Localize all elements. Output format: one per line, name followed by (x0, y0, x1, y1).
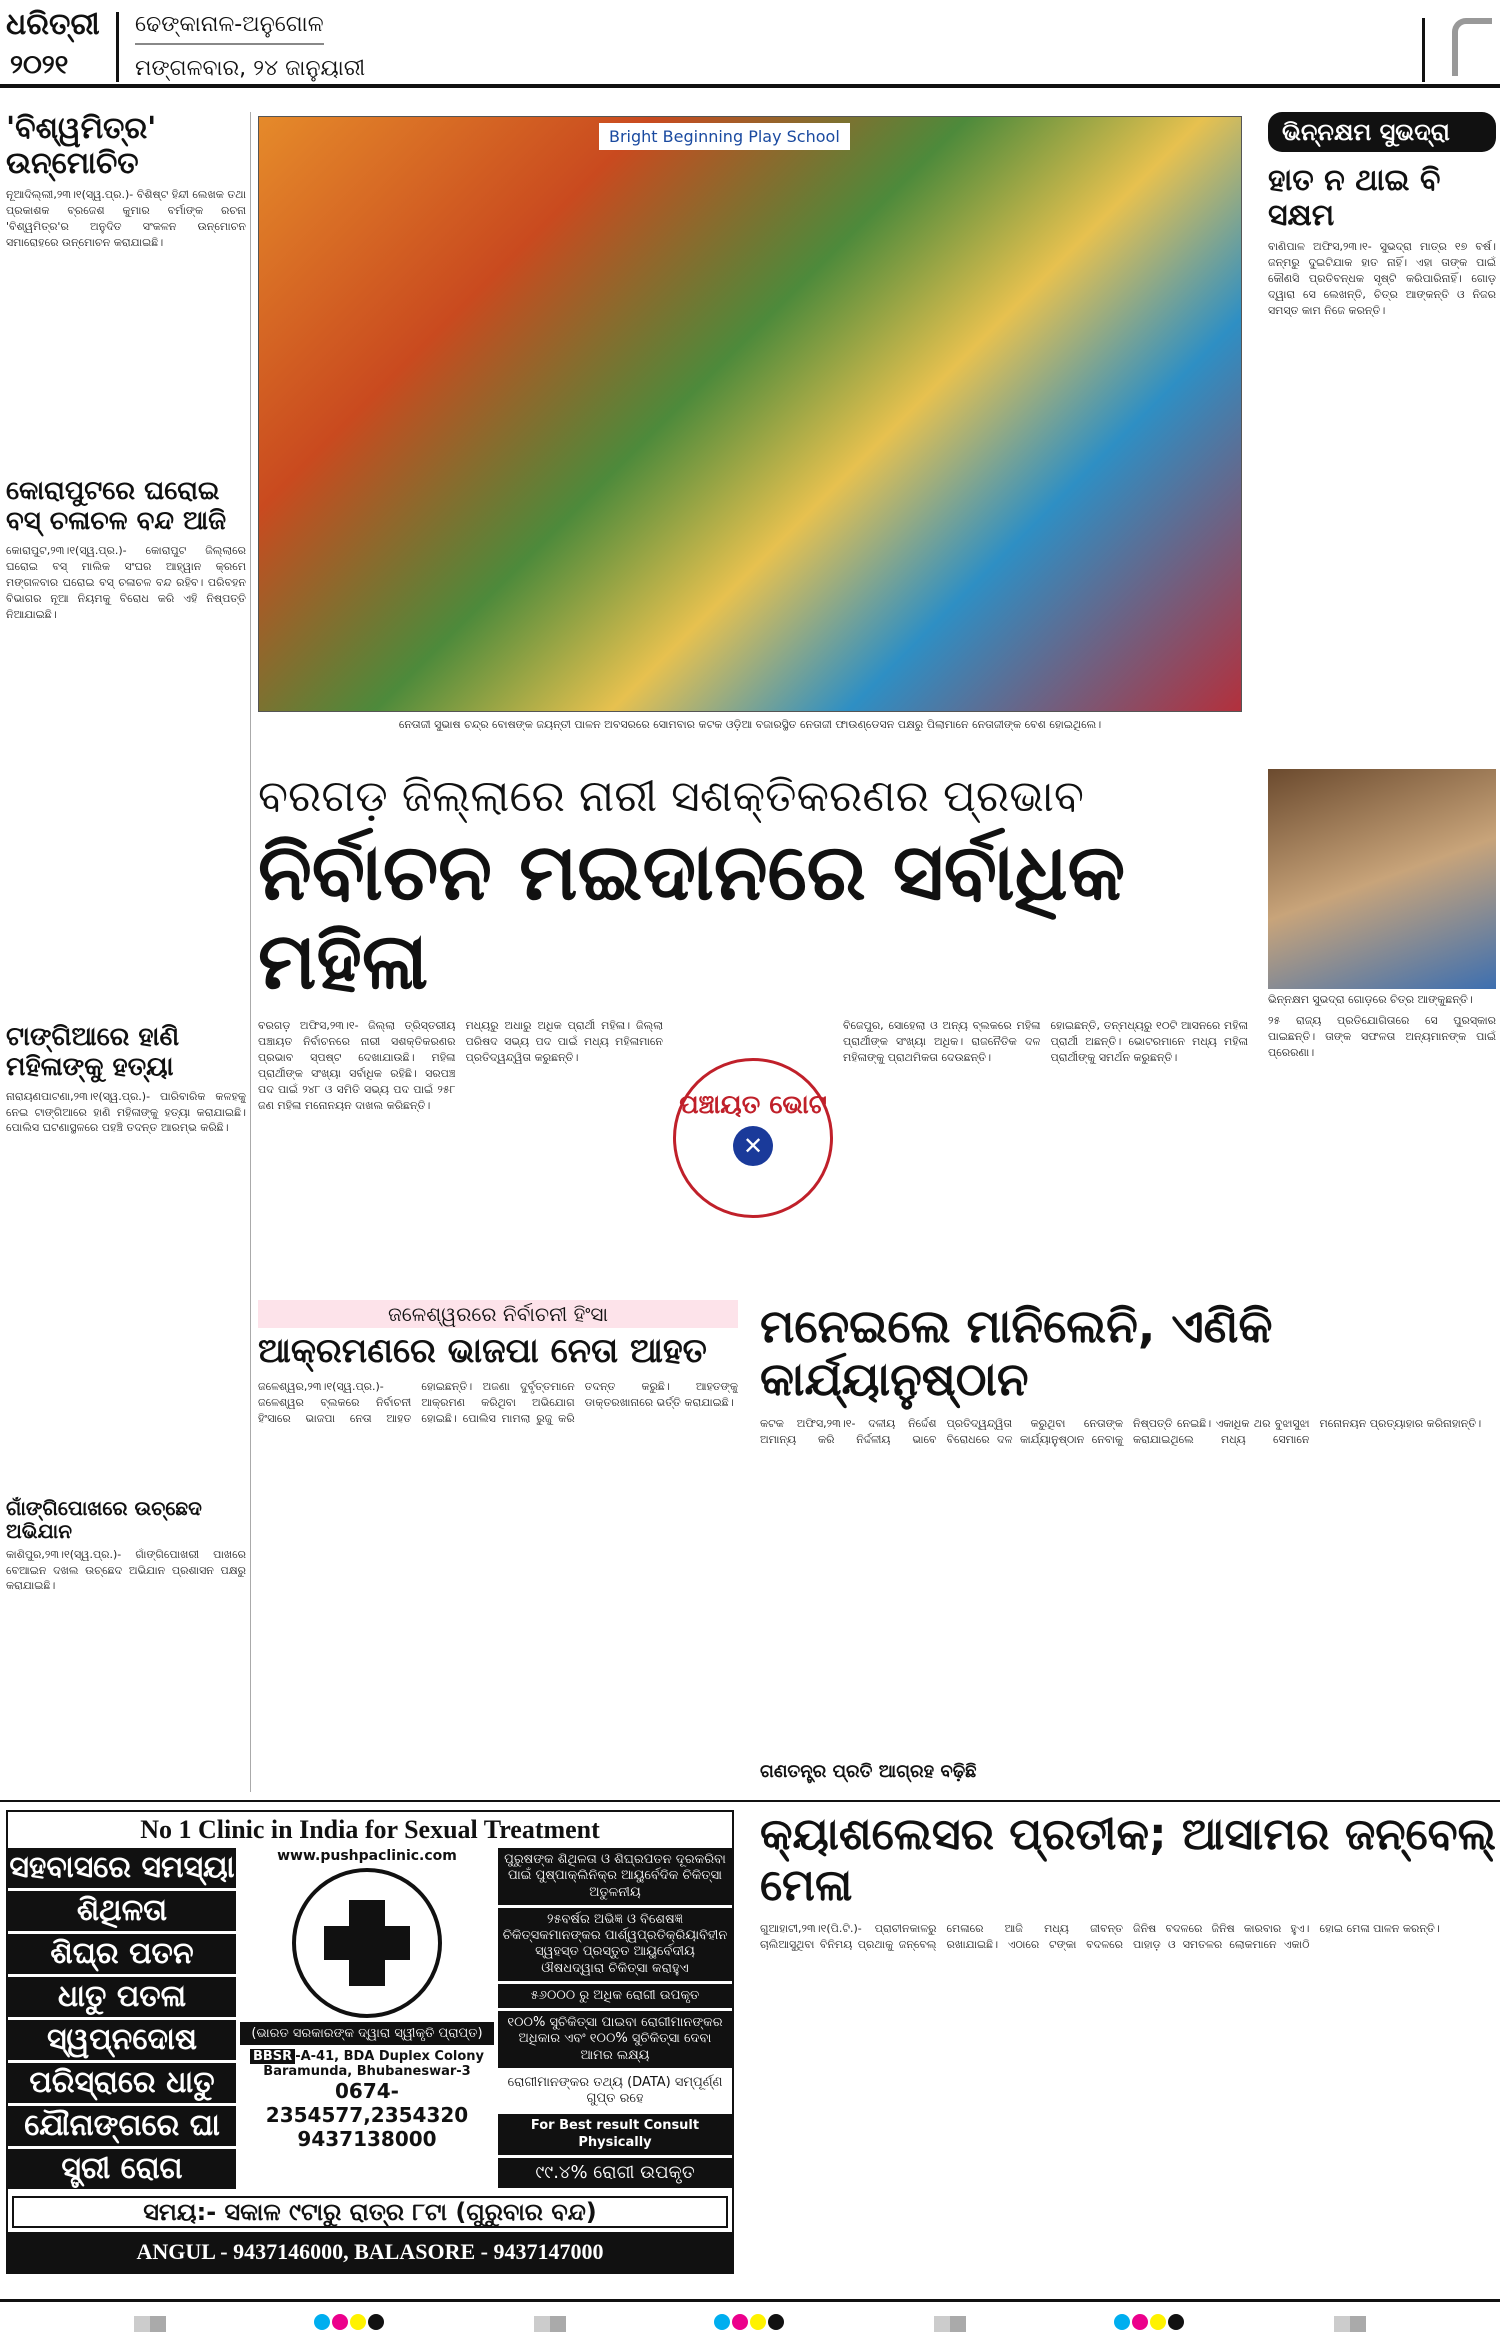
column-rule (250, 112, 251, 1792)
logo-text: ପଞ୍ଚାୟତ ଭୋଟ (679, 1089, 827, 1120)
article-body: କାଶିପୁର,୨୩।୧(ସ୍ୱ.ପ୍ର.)- ଗାଁଙ୍ଗିପୋଖରୀ ପାଖରେ ବେଆଇନ ଦଖଲ ଉଚ୍ଛେଦ ଅଭିଯାନ ପ୍ରଶାସନ ପକ୍ଷରୁ କରାଯାଇଛି। (6, 1547, 246, 1593)
ad-footer: ANGUL - 9437146000, BALASORE - 9437147000 (8, 2232, 732, 2272)
ad-claim: ୯୯.୪% ରୋଗୀ ଉପକୃତ (498, 2158, 732, 2192)
year: ୨୦୨୧ (10, 50, 69, 80)
ballot-icon: ✕ (733, 1126, 773, 1166)
registration-mark (534, 2316, 566, 2332)
date: ମଙ୍ଗଳବାର, ୨୪ ଜାନୁୟାରୀ (135, 56, 366, 81)
article-title: କ୍ୟାଶଲେସର ପ୍ରତୀକ; ଆସାମର ଜନ୍‌ବେଲ୍ ମେଳା (760, 1809, 1496, 1911)
ad-claim: ୫୬୦୦୦ ରୁ ଅଧିକ ରୋଗୀ ଉପକୃତ (498, 1984, 732, 2011)
ad-claim: ରୋଗୀମାନଙ୍କର ତଥ୍ୟ (DATA) ସମ୍ପୂର୍ଣ୍ଣ ଗୁପ୍ତ ରହେ (498, 2071, 732, 2115)
article-body: ମଧ୍ୟରୁ ଅଧାରୁ ଅଧିକ ପ୍ରାର୍ଥୀ ମହିଳା। ଜିଲ୍ଲା ପରିଷଦ ସଭ୍ୟ ପଦ ପାଇଁ ମଧ୍ୟ ମହିଳାମାନେ ପ୍ରତିଦ୍ୱନ୍ଦ୍ୱିତା କରୁଛନ୍ତି। (465, 1018, 663, 1064)
article-body: କଟକ ଅଫିସ,୨୩।୧- ଦଳୀୟ ନିର୍ଦ୍ଦେଶ ଅମାନ୍ୟ କରି ନିର୍ଦ୍ଦଳୀୟ ଭାବେ ପ୍ରତିଦ୍ୱନ୍ଦ୍ୱିତା କରୁଥିବା ନେତାଙ୍କ ବିରୋଧରେ ଦଳ କାର୍ଯ୍ୟାନୁଷ୍ଠାନ ନେବାକୁ ନିଷ୍ପତ୍ତି ନେଇଛି। ଏକାଧିକ ଥର ବୁଝାସୁଝା କରାଯାଇଥିଲେ ମଧ୍ୟ ସେମାନେ ମନୋନୟନ ପ୍ରତ୍ୟାହାର କରିନାହାନ୍ତି। (760, 1416, 1482, 1446)
govt-recognition: (ଭାରତ ସରକାରଙ୍କ ଦ୍ୱାରା ସ୍ୱୀକୃତି ପ୍ରାପ୍ତ) (240, 2022, 494, 2045)
ad-item: ଯୌନାଙ୍ଗରେ ଘା (8, 2106, 236, 2149)
header-rule (0, 84, 1500, 88)
paper-logo: ଧରିତ୍ରୀ (6, 7, 100, 42)
phone: 9437138000 (297, 2127, 437, 2151)
ad-item: ଶିଥିଳତା (8, 1891, 236, 1934)
registration-mark (134, 2316, 166, 2332)
article-kicker: ଜଳେଶ୍ୱରରେ ନିର୍ବାଚନୀ ହିଂସା (258, 1300, 738, 1328)
panchayat-vote-logo (673, 1058, 833, 1218)
article-body: ବିଜେପୁର, ସୋହେଲା ଓ ଅନ୍ୟ ବ୍ଲକରେ ମହିଳା ପ୍ରାର୍ଥୀଙ୍କ ସଂଖ୍ୟା ଅଧିକ। ରାଜନୈତିକ ଦଳ ମହିଳାଙ୍କୁ ପ୍ରାଥମିକତା ଦେଉଛନ୍ତି। (843, 1018, 1041, 1064)
ad-item: ସ୍ତ୍ରୀ ରୋଗ (8, 2149, 236, 2192)
ad-item: ଶିଘ୍ର ପତନ (8, 1934, 236, 1977)
ad-item: ଧାତୁ ପତଳା (8, 1977, 236, 2020)
netaji-jayanti-photo (258, 116, 1242, 712)
article-title: କୋରାପୁଟରେ ଘରୋଇ ବସ୍ ଚଳାଚଳ ବନ୍ଦ ଆଜି (6, 476, 227, 536)
registration-mark (1334, 2316, 1366, 2332)
article-subhead: ଗଣତନ୍ତ୍ର ପ୍ରତି ଆଗ୍ରହ ବଢ଼ିଛି (760, 1760, 977, 1782)
edition: ଢେଙ୍କାନାଳ-ଅନୁଗୋଳ (135, 12, 324, 45)
subhadra-photo (1268, 769, 1496, 989)
article-title: ଗାଁଙ୍ଗିପୋଖରେ ଉଚ୍ଛେଦ ଅଭିଯାନ (6, 1495, 202, 1543)
registration-mark (934, 2316, 966, 2332)
ad-item: ସ୍ୱପ୍ନଦୋଷ (8, 2020, 236, 2063)
article-body: ୨୫ ରାଜ୍ୟ ପ୍ରତିଯୋଗିତାରେ ସେ ପୁରସ୍କାର ପାଇଛନ୍ତି। ତାଙ୍କ ସଫଳତା ଅନ୍ୟମାନଙ୍କ ପାଇଁ ପ୍ରେରଣା। (1268, 1014, 1496, 1059)
ad-claim: ପୁରୁଷଙ୍କ ଶିଥିଳତା ଓ ଶିଘ୍ରପତନ ଦୂରକରିବା ପାଇଁ ପୁଷ୍ପାକ୍ଲିନିକ୍ର ଆୟୁର୍ବେଦିକ ଚିକିତ୍ସା ଅତୁଳନୀୟ (498, 1848, 732, 1908)
article-title: ମନେଇଲେ ମାନିଲେନି, ଏଣିକି କାର୍ଯ୍ୟାନୁଷ୍ଠାନ (760, 1299, 1273, 1406)
article-title: ହାତ ନ ଥାଇ ବି ସକ୍ଷମ (1268, 163, 1441, 233)
bbsr-label: BBSR (250, 2049, 295, 2064)
clinic-seal (292, 1868, 442, 2018)
ad-claim: For Best result Consult Physically (498, 2114, 732, 2158)
article-body: ହୋଇଛନ୍ତି, ତନ୍ମଧ୍ୟରୁ ୧୦ଟି ଆସନରେ ମହିଳା ପ୍ରାର୍ଥୀ ଅଛନ୍ତି। ଭୋଟରମାନେ ମଧ୍ୟ ମହିଳା ପ୍ରାର୍ଥୀଙ୍କୁ ସମର୍ଥନ କରୁଛନ୍ତି। (1050, 1018, 1248, 1064)
ad-item: ପରିସ୍ରାରେ ଧାତୁ (8, 2063, 236, 2106)
article-title: ଟାଙ୍ଗିଆରେ ହାଣି ମହିଳାଙ୍କୁ ହତ୍ୟା (6, 1021, 180, 1082)
article-title: 'ବିଶ୍ୱମିତ୍ର' ଉନ୍ମୋଚିତ (6, 111, 157, 181)
ad-item: ସହବାସରେ ସମସ୍ୟା (8, 1848, 236, 1891)
page-number-mark (1452, 18, 1492, 76)
ad-claim: ୧୦୦% ସୁଚିକିତ୍ସା ପାଇବା ରୋଗୀମାନଙ୍କର ଅଧିକାର ଏବଂ ୧୦୦% ସୁଚିକିତ୍ସା ଦେବା ଆମର ଲକ୍ଷ୍ୟ (498, 2011, 732, 2071)
ad-title: No 1 Clinic in India for Sexual Treatment (140, 1815, 600, 1844)
color-registration-dots (1114, 2314, 1186, 2334)
address: Baramunda, Bhubaneswar-3 (263, 2064, 471, 2079)
ad-claim: ୨୫ବର୍ଷର ଅଭିଜ୍ଞ ଓ ବିଶେଷଜ୍ଞ ଚିକିତ୍ସକମାନଙ୍କର ପାର୍ଶ୍ୱପ୍ରତିକ୍ରିୟାବିହୀନ ସ୍ୱହସ୍ତ ପ୍ରସ୍ତୁତ ଆୟୁର୍ବେଦୀୟ ଔଷଧଦ୍ୱାରା ଚିକିତ୍ସା କରାହୁଏ (498, 1908, 732, 1984)
school-banner: Bright Beginning Play School (599, 123, 850, 150)
phone: 0674-2354577,2354320 (265, 2079, 469, 2127)
article-body: ବରଗଡ଼ ଅଫିସ,୨୩।୧- ଜିଲ୍ଲା ତ୍ରିସ୍ତରୀୟ ପଞ୍ଚାୟତ ନିର୍ବାଚନରେ ନାରୀ ସଶକ୍ତିକରଣର ପ୍ରଭାବ ସ୍ପଷ୍ଟ ଦେଖାଯାଉଛି। ମହିଳା ପ୍ରାର୍ଥୀଙ୍କ ସଂଖ୍ୟା ସର୍ବାଧିକ ରହିଛି। ସରପଞ୍ଚ ପଦ ପାଇଁ ୨୪୮ ଓ ସମିତି ସଭ୍ୟ ପଦ ପାଇଁ ୨୫୮ ଜଣ ମହିଳା ମନୋନୟନ ଦାଖଲ କରିଛନ୍ତି। (258, 1018, 456, 1112)
ad-timing: ସମୟ:- ସକାଳ ୯ଟାରୁ ରାତ୍ର ୮ଟା (ଗୁରୁବାର ବନ୍ଦ) (12, 2196, 728, 2228)
article-body: ନାରାୟଣପାଟଣା,୨୩।୧(ସ୍ୱ.ପ୍ର.)- ପାରିବାରିକ କଳହକୁ ନେଇ ଟାଙ୍ଗିଆରେ ହାଣି ମହିଳାଙ୍କୁ ହତ୍ୟା କରାଯାଇଛି। ପୋଲିସ ଘଟଣାସ୍ଥଳରେ ପହଞ୍ଚି ତଦନ୍ତ ଆରମ୍ଭ କରିଛି। (6, 1089, 246, 1135)
address: -A-41, BDA Duplex Colony (295, 2049, 485, 2064)
main-headline: ନିର୍ବାଚନ ମଇଦାନରେ ସର୍ବାଧିକ ମହିଳା (258, 827, 1126, 1008)
article-body: ଗୁଆହାଟୀ,୨୩।୧(ପି.ଟି.)- ପ୍ରାଚୀନକାଳରୁ ଚାଲିଆସୁଥିବା ବିନିମୟ ପ୍ରଥାକୁ ଜନ୍‌ବେଲ୍ ମେଳାରେ ଆଜି ମଧ୍ୟ ଜୀବନ୍ତ ରଖାଯାଇଛି। ଏଠାରେ ଟଙ୍କା ବଦଳରେ ଜିନିଷ ବଦଳରେ ଜିନିଷ କାରବାର ହୁଏ। ପାହାଡ଼ ଓ ସମତଳର ଲୋକମାନେ ଏକାଠି ହୋଇ ମେଳା ପାଳନ କରନ୍ତି। (760, 1922, 1440, 1952)
color-registration-dots (314, 2314, 386, 2334)
section-badge: ଭିନ୍ନକ୍ଷମ ସୁଭଦ୍ରା (1268, 112, 1496, 152)
article-body: କୋରାପୁଟ,୨୩।୧(ସ୍ୱ.ପ୍ର.)- କୋରାପୁଟ ଜିଲ୍ଲାରେ ଘରୋଇ ବସ୍ ମାଲିକ ସଂଘର ଆହ୍ୱାନ କ୍ରମେ ମଙ୍ଗଳବାର ଘରୋଇ ବସ୍ ଚଳାଚଳ ବନ୍ଦ ରହିବ। ପରିବହନ ବିଭାଗର ନୂଆ ନିୟମକୁ ବିରୋଧ କରି ଏହି ନିଷ୍ପତ୍ତି ନିଆଯାଇଛି। (6, 543, 246, 621)
clinic-ad (6, 1810, 734, 2274)
ad-url: www.pushpaclinic.com (277, 1848, 457, 1864)
article-body: ଜଳେଶ୍ୱର,୨୩।୧(ସ୍ୱ.ପ୍ର.)- ଜଳେଶ୍ୱର ବ୍ଲକରେ ନିର୍ବାଚନୀ ହିଂସାରେ ଭାଜପା ନେତା ଆହତ ହୋଇଛନ୍ତି। ଅଜଣା ଦୁର୍ବୃତ୍ତମାନେ ଆକ୍ରମଣ କରିଥିବା ଅଭିଯୋଗ ହୋଇଛି। ପୋଲିସ ମାମଲା ରୁଜୁ କରି ତଦନ୍ତ କରୁଛି। ଆହତଙ୍କୁ ଡାକ୍ତରଖାନାରେ ଭର୍ତ୍ତି କରାଯାଇଛି। (258, 1380, 738, 1425)
article-body: ବାଣିପାଳ ଅଫିସ,୨୩।୧- ସୁଭଦ୍ରା ମାତ୍ର ୧୭ ବର୍ଷ। ଜନ୍ମରୁ ଦୁଇଟିଯାକ ହାତ ନାହିଁ। ଏହା ତାଙ୍କ ପାଇଁ କୌଣସି ପ୍ରତିବନ୍ଧକ ସୃଷ୍ଟି କରିପାରିନାହିଁ। ଗୋଡ଼ ଦ୍ୱାରା ସେ ଲେଖନ୍ତି, ଚିତ୍ର ଆଙ୍କନ୍ତି ଓ ନିଜର ସମସ୍ତ କାମ ନିଜେ କରନ୍ତି। (1268, 240, 1496, 317)
article-title: ଆକ୍ରମଣରେ ଭାଜପା ନେତା ଆହତ (258, 1331, 707, 1371)
main-kicker: ବରଗଡ଼ ଜିଲ୍ଲାରେ ନାରୀ ସଶକ୍ତିକରଣର ପ୍ରଭାବ (258, 771, 1084, 822)
divider (1422, 18, 1425, 82)
article-body: ନୂଆଦିଲ୍ଲୀ,୨୩।୧(ସ୍ୱ.ପ୍ର.)- ବିଶିଷ୍ଟ ହିନ୍ଦୀ ଲେଖକ ତଥା ପ୍ରକାଶକ ବ୍ରଜେଶ କୁମାର ବର୍ମାଙ୍କ ରଚନା 'ବିଶ୍ୱମିତ୍ର'ର ଅନୁଦିତ ସଂକଳନ ଉନ୍ମୋଚନ ସମାରୋହରେ ଉନ୍ମୋଚନ କରାଯାଇଛି। (6, 188, 246, 249)
photo-caption: ଭିନ୍ନକ୍ଷମ ସୁଭଦ୍ରା ଗୋଡ଼ରେ ଚିତ୍ର ଆଙ୍କୁଛନ୍ତି। (1268, 993, 1473, 1006)
divider (116, 12, 119, 82)
color-registration-dots (714, 2314, 786, 2334)
photo-caption: ନେତାଜୀ ସୁଭାଷ ଚନ୍ଦ୍ର ବୋଷଙ୍କ ଜୟନ୍ତୀ ପାଳନ ଅବସରରେ ସୋମବାର କଟକ ଓଡ଼ିଆ ବଜାରସ୍ଥିତ ନେତାଜୀ ଫାଉଣ୍ଡେସନ ପକ୍ଷରୁ ପିଲାମାନେ ନେତାଜୀଙ୍କ ବେଶ ହୋଇଥିଲେ। (398, 718, 1102, 731)
